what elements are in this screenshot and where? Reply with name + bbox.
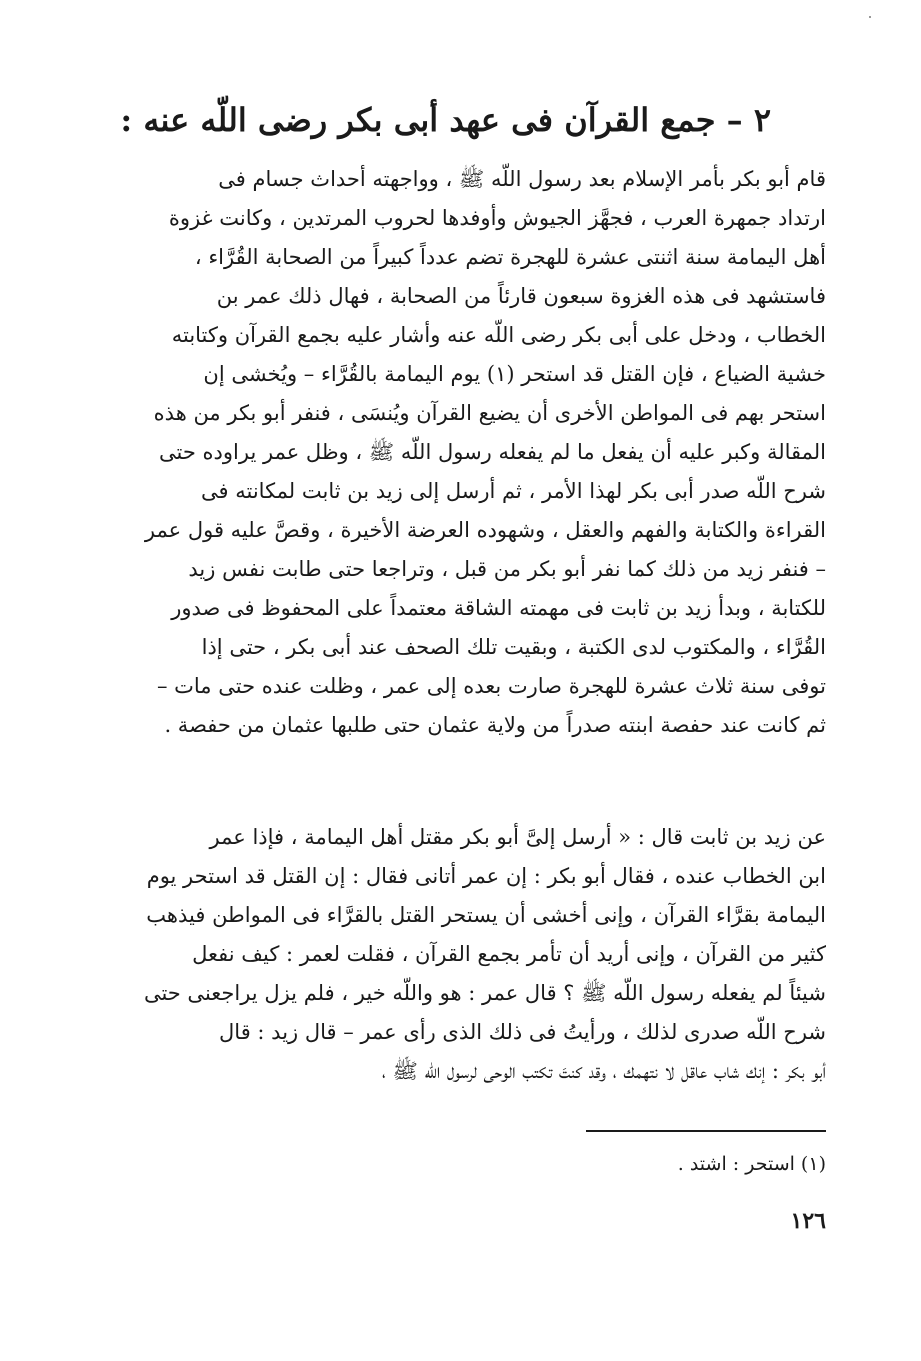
- text-line: المقالة وكبر عليه أن يفعل ما لم يفعله رسول اللّه ﷺ ، وظل عمر يراوده حتى: [159, 440, 826, 464]
- text-line: قام أبو بكر بأمر الإسلام بعد رسول اللّه ﷺ ، وواجهته أحداث جسام فى: [218, 167, 826, 191]
- text-line: شرح اللّه صدر أبى بكر لهذا الأمر ، ثم أرسل إلى زيد بن ثابت لمكانته فى: [201, 479, 826, 503]
- page-number: ١٢٦: [790, 1208, 826, 1234]
- text-line: ابن الخطاب عنده ، فقال أبو بكر : إن عمر أتانى فقال : إن القتل قد استحر يوم: [146, 864, 826, 888]
- paragraph-1: [104, 160, 826, 745]
- text-line: عن زيد بن ثابت قال : « أرسل إلىَّ أبو بكر مقتل أهل اليمامة ، فإذا عمر: [209, 825, 826, 849]
- text-line: للكتابة ، وبدأ زيد بن ثابت فى مهمته الشاقة معتمداً على المحفوظ فى صدور: [171, 596, 826, 620]
- footnote: (١) استحر : اشتد .: [677, 1153, 826, 1175]
- text-line: شيئاً لم يفعله رسول اللّه ﷺ ؟ قال عمر : هو واللّه خير ، فلم يزل يراجعنى حتى: [143, 981, 826, 1005]
- text-line: استحر بهم فى المواطن الأخرى أن يضيع القرآن ويُنسَى ، فنفر أبو بكر من هذه: [153, 401, 826, 425]
- paragraph-2: [104, 818, 826, 1091]
- text-line: أهل اليمامة سنة اثنتى عشرة للهجرة تضم عدداً كبيراً من الصحابة القُرَّاء ،: [194, 245, 826, 269]
- text-line: فاستشهد فى هذه الغزوة سبعون قارئاً من الصحابة ، فهال ذلك عمر بن: [216, 284, 826, 308]
- scan-speck: [869, 16, 871, 18]
- text-line: ثم كانت عند حفصة ابنته صدراً من ولاية عثمان حتى طلبها عثمان من حفصة .: [164, 713, 826, 737]
- text-line: القراءة والكتابة والفهم والعقل ، وشهوده العرضة الأخيرة ، وقصَّ عليه قول عمر: [144, 518, 826, 542]
- text-line: توفى سنة ثلاث عشرة للهجرة صارت بعده إلى عمر ، وظلت عنده حتى مات –: [156, 674, 826, 698]
- text-line: ارتداد جمهرة العرب ، فجهَّز الجيوش وأوفدها لحروب المرتدين ، وكانت غزوة: [168, 206, 826, 230]
- text-line: أبو بكر : إنك شاب عاقل لا نتهمك ، وقد كنتَ تكتب الوحى لرسول اللّه ﷺ ،: [381, 1059, 826, 1083]
- text-line: خشية الضياع ، فإن القتل قد استحر (١) يوم اليمامة بالقُرَّاء – ويُخشى إن: [203, 362, 826, 386]
- text-line: اليمامة بقرَّاء القرآن ، وإنى أخشى أن يستحر القتل بالقرَّاء فى المواطن فيذهب: [146, 903, 826, 927]
- footnote-divider: [586, 1130, 826, 1132]
- text-line: الخطاب ، ودخل على أبى بكر رضى اللّه عنه وأشار عليه بجمع القرآن وكتابته: [171, 323, 826, 347]
- text-line: كثير من القرآن ، وإنى أريد أن تأمر بجمع القرآن ، فقلت لعمر : كيف نفعل: [192, 942, 826, 966]
- text-line: شرح اللّه صدرى لذلك ، ورأيتُ فى ذلك الذى رأى عمر – قال زيد : قال: [219, 1020, 826, 1044]
- text-line: القُرَّاء ، والمكتوب لدى الكتبة ، وبقيت تلك الصحف عند أبى بكر ، حتى إذا: [201, 635, 826, 659]
- section-heading: ٢ – جمع القرآن فى عهد أبى بكر رضى اللّه عنه :: [120, 101, 771, 139]
- text-line: – فنفر زيد من ذلك كما نفر أبو بكر من قبل ، وتراجعا حتى طابت نفس زيد: [188, 557, 826, 581]
